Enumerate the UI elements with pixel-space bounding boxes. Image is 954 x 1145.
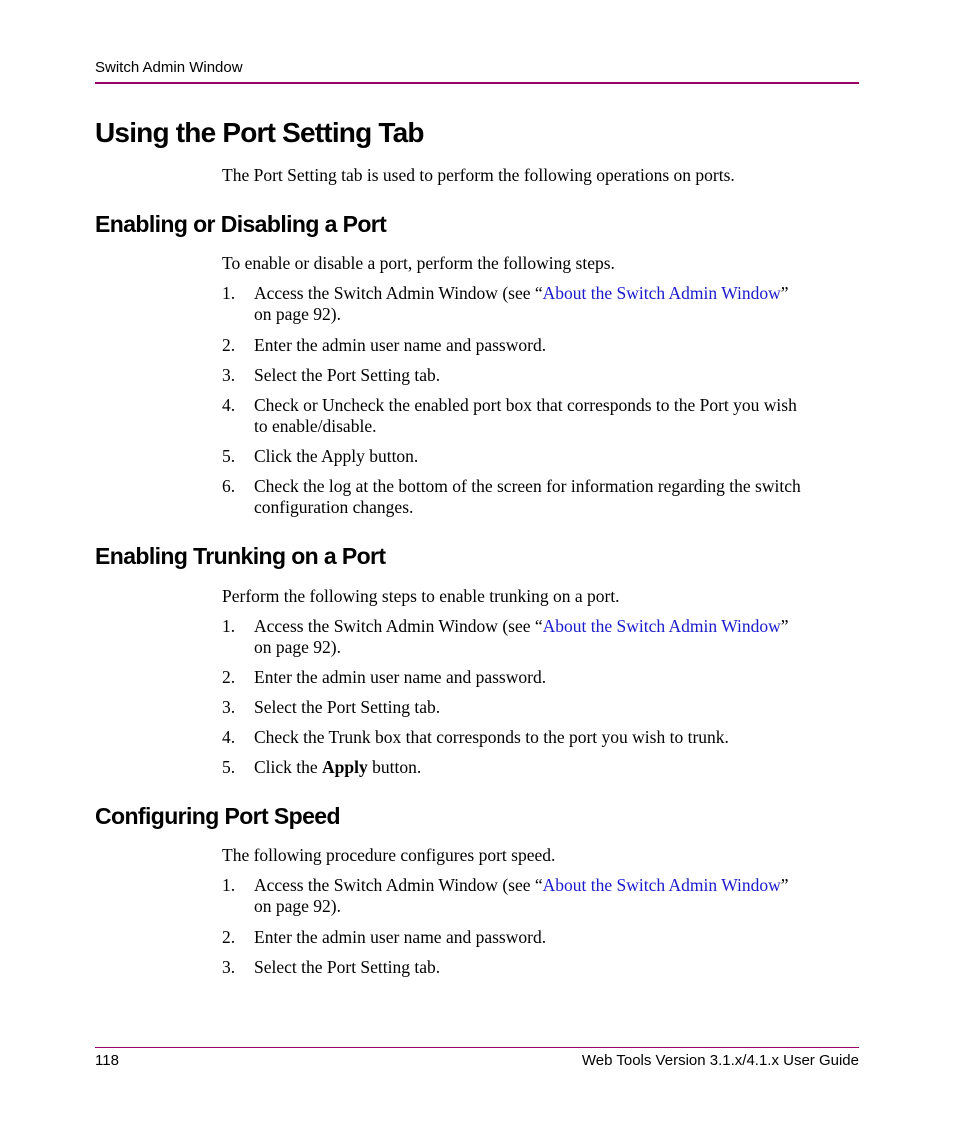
cross-reference-link[interactable]: About the Switch Admin Window bbox=[542, 283, 781, 303]
step-text: ” bbox=[780, 283, 789, 303]
cross-reference-link[interactable]: About the Switch Admin Window bbox=[542, 875, 781, 895]
section-heading-enable-disable: Enabling or Disabling a Port bbox=[95, 211, 387, 237]
step-text: to enable/disable. bbox=[254, 416, 377, 436]
step-number: 1. bbox=[222, 616, 236, 636]
step-text: Enter the admin user name and password. bbox=[254, 667, 547, 687]
section-heading-port-speed: Configuring Port Speed bbox=[95, 803, 340, 829]
footer-rule bbox=[95, 1047, 859, 1048]
step-number: 3. bbox=[222, 957, 236, 977]
step-text: Select the Port Setting tab. bbox=[254, 697, 441, 717]
step-text: Enter the admin user name and password. bbox=[254, 335, 547, 355]
section-intro: The following procedure configures port speed. bbox=[222, 845, 556, 865]
apply-term: Apply bbox=[322, 757, 368, 777]
step-number: 2. bbox=[222, 667, 236, 687]
intro-paragraph: The Port Setting tab is used to perform the following operations on ports. bbox=[222, 165, 735, 185]
step-number: 5. bbox=[222, 757, 236, 777]
step-text: Select the Port Setting tab. bbox=[254, 365, 441, 385]
step-text: Check the Trunk box that corresponds to the port you wish to trunk. bbox=[254, 727, 729, 747]
step-text: Check the log at the bottom of the screen for information regarding the switch bbox=[254, 476, 801, 496]
step-number: 4. bbox=[222, 395, 236, 415]
step-text: Enter the admin user name and password. bbox=[254, 927, 547, 947]
section-intro: To enable or disable a port, perform the following steps. bbox=[222, 253, 615, 273]
step-number: 3. bbox=[222, 365, 236, 385]
step-text: Access the Switch Admin Window (see “ bbox=[254, 875, 543, 895]
section-heading-trunking: Enabling Trunking on a Port bbox=[95, 543, 386, 569]
step-text: Access the Switch Admin Window (see “ bbox=[254, 616, 543, 636]
step-number: 1. bbox=[222, 875, 236, 895]
step-text: button. bbox=[367, 757, 422, 777]
step-text: configuration changes. bbox=[254, 497, 414, 517]
step-text: Click the bbox=[254, 757, 323, 777]
cross-reference-link[interactable]: About the Switch Admin Window bbox=[542, 616, 781, 636]
step-number: 5. bbox=[222, 446, 236, 466]
header-rule bbox=[95, 82, 859, 84]
running-header: Switch Admin Window bbox=[95, 59, 243, 76]
step-number: 3. bbox=[222, 697, 236, 717]
step-number: 2. bbox=[222, 927, 236, 947]
step-text: Click the Apply button. bbox=[254, 446, 419, 466]
section-intro: Perform the following steps to enable trunking on a port. bbox=[222, 586, 620, 606]
step-text: Check or Uncheck the enabled port box that corresponds to the Port you wish bbox=[254, 395, 797, 415]
step-text: Access the Switch Admin Window (see “ bbox=[254, 283, 543, 303]
step-text: on page 92). bbox=[254, 304, 341, 324]
step-text: on page 92). bbox=[254, 637, 341, 657]
step-text: ” bbox=[780, 616, 789, 636]
step-text: on page 92). bbox=[254, 896, 341, 916]
step-number: 1. bbox=[222, 283, 236, 303]
step-text: Select the Port Setting tab. bbox=[254, 957, 441, 977]
step-number: 6. bbox=[222, 476, 236, 496]
page-title: Using the Port Setting Tab bbox=[95, 117, 424, 148]
footer-guide-title: Web Tools Version 3.1.x/4.1.x User Guide bbox=[581, 1052, 859, 1069]
step-text: ” bbox=[780, 875, 789, 895]
step-number: 2. bbox=[222, 335, 236, 355]
step-number: 4. bbox=[222, 727, 236, 747]
page-number: 118 bbox=[95, 1052, 119, 1069]
